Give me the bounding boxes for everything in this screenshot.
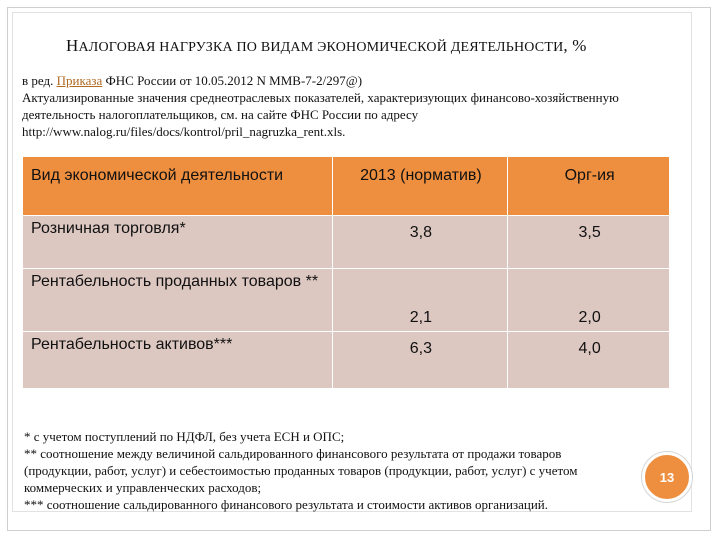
source-order-text: ФНС России от 10.05.2012 N ММВ-7-2/297@) [102,73,363,88]
footnote-1: * с учетом поступлений по НДФЛ, без учета ЕСН и ОПС; [24,429,345,444]
header-activity: Вид экономической деятельности [23,157,333,216]
row-normative-value: 3,8 [332,216,508,269]
order-link[interactable]: Приказа [56,73,103,88]
footnote-3: *** соотношение сальдированного финансового результата и стоимости активов организаций. [24,497,549,512]
row-normative-value: 2,1 [332,269,508,332]
row-normative-value: 6,3 [332,332,508,389]
footnotes [24,428,614,513]
table-row [23,269,670,332]
tax-burden-table [22,156,670,389]
source-url: http://www.nalog.ru/files/docs/kontrol/pril_nagruzka_rent.xls. [22,124,346,139]
footnote-2: ** соотношение между величиной сальдированного финансового результата от продажи товаров (продукции, работ, услуг) и себестоимостью проданных товаров (продукции, работ, услуг) с учетом коммерческих и управленческих расходов; [24,446,578,495]
row-label: Рентабельность активов*** [23,332,333,389]
row-org-value: 4,0 [508,332,670,389]
row-org-value: 3,5 [508,216,670,269]
source-prefix: в ред. [22,73,57,88]
table-row [23,216,670,269]
page-title: НАЛОГОВАЯ НАГРУЗКА ПО ВИДАМ ЭКОНОМИЧЕСКОЙ ДЕЯТЕЛЬНОСТИ, % [66,36,587,55]
source-note [22,72,677,140]
row-org-value: 2,0 [508,269,670,332]
table-row [23,332,670,389]
header-org: Орг-ия [508,157,670,216]
header-normative: 2013 (норматив) [332,157,508,216]
source-description: Актуализированные значения среднеотраслевых показателей, характеризующих финансово-хозяйственную деятельность налогоплательщиков, см. на сайте ФНС России по адресу [22,90,619,122]
page-number-badge: 13 [642,452,692,502]
row-label: Рентабельность проданных товаров ** [23,269,333,332]
table-header-row [23,157,670,216]
row-label: Розничная торговля* [23,216,333,269]
